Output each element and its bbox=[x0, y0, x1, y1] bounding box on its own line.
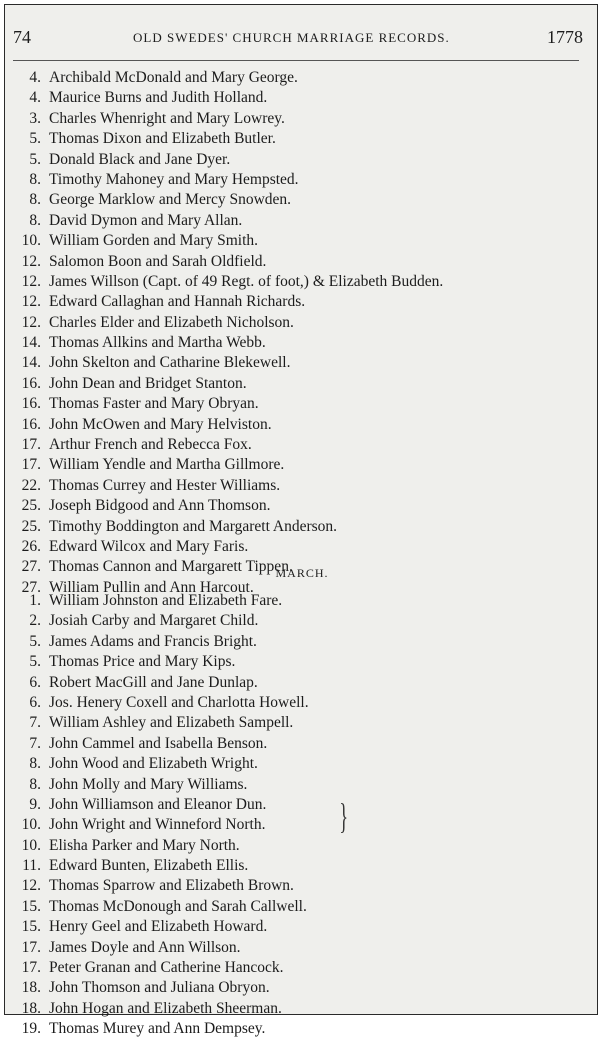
record-row bbox=[5, 353, 599, 373]
record-day: 12. bbox=[21, 252, 41, 270]
record-names: George Marklow and Mercy Snowden. bbox=[49, 191, 292, 209]
record-day: 12. bbox=[21, 877, 41, 895]
record-names: Edward Bunten, Elizabeth Ellis. bbox=[49, 857, 249, 875]
record-day: 16. bbox=[21, 415, 41, 433]
record-names: Thomas Currey and Hester Williams. bbox=[49, 476, 281, 494]
record-day: 11. bbox=[22, 857, 41, 875]
record-row bbox=[5, 394, 599, 414]
record-day: 6. bbox=[29, 693, 41, 711]
record-day: 7. bbox=[29, 714, 41, 732]
record-row bbox=[5, 88, 599, 108]
record-row bbox=[5, 129, 599, 149]
record-day: 18. bbox=[21, 999, 41, 1017]
record-row bbox=[5, 999, 599, 1019]
record-names: Henry Geel and Elizabeth Howard. bbox=[49, 918, 268, 936]
record-row bbox=[5, 455, 599, 475]
record-names: Charles Whenright and Mary Lowrey. bbox=[49, 109, 285, 127]
record-row bbox=[5, 252, 599, 272]
record-names: Elisha Parker and Mary North. bbox=[49, 836, 240, 854]
record-day: 14. bbox=[21, 334, 41, 352]
record-day: 4. bbox=[29, 89, 41, 107]
record-day: 8. bbox=[29, 191, 41, 209]
record-names: Thomas Price and Mary Kips. bbox=[49, 653, 236, 671]
record-day: 17. bbox=[21, 938, 41, 956]
record-names: William Pullin and Ann Harcout. bbox=[49, 578, 254, 596]
record-names: Jos. Henery Coxell and Charlotta Howell. bbox=[49, 693, 309, 711]
record-row bbox=[5, 815, 599, 835]
record-names: Thomas Dixon and Elizabeth Butler. bbox=[49, 130, 276, 148]
record-day: 14. bbox=[21, 354, 41, 372]
record-names: Josiah Carby and Margaret Child. bbox=[49, 612, 259, 630]
records-list-march bbox=[5, 591, 599, 1040]
record-names: Edward Callaghan and Hannah Richards. bbox=[49, 293, 306, 311]
page-header bbox=[13, 27, 583, 51]
record-day: 8. bbox=[29, 755, 41, 773]
record-row bbox=[5, 476, 599, 496]
record-names: Donald Black and Jane Dyer. bbox=[49, 150, 231, 168]
record-row bbox=[5, 374, 599, 394]
record-row bbox=[5, 978, 599, 998]
record-row bbox=[5, 211, 599, 231]
record-day: 17. bbox=[21, 959, 41, 977]
record-names: John Wood and Elizabeth Wright. bbox=[49, 755, 258, 773]
record-names: William Ashley and Elizabeth Sampell. bbox=[49, 714, 294, 732]
record-day: 8. bbox=[29, 775, 41, 793]
record-row bbox=[5, 109, 599, 129]
record-names: John Williamson and Eleanor Dun. bbox=[49, 795, 267, 813]
record-row bbox=[5, 734, 599, 754]
record-row bbox=[5, 856, 599, 876]
record-names: John McOwen and Mary Helviston. bbox=[49, 415, 272, 433]
record-names: William Gorden and Mary Smith. bbox=[49, 232, 259, 250]
record-row bbox=[5, 754, 599, 774]
record-day: 17. bbox=[21, 456, 41, 474]
record-names: Salomon Boon and Sarah Oldfield. bbox=[49, 252, 267, 270]
record-names: Robert MacGill and Jane Dunlap. bbox=[49, 673, 258, 691]
record-names: Thomas Faster and Mary Obryan. bbox=[49, 395, 259, 413]
record-day: 5. bbox=[29, 653, 41, 671]
record-names: Maurice Burns and Judith Holland. bbox=[49, 89, 268, 107]
record-row bbox=[5, 150, 599, 170]
record-row bbox=[5, 958, 599, 978]
record-day: 25. bbox=[21, 497, 41, 515]
record-row bbox=[5, 938, 599, 958]
record-names: Joseph Bidgood and Ann Thomson. bbox=[49, 497, 271, 515]
record-names: William Johnston and Elizabeth Fare. bbox=[49, 592, 283, 609]
record-names: Thomas Allkins and Martha Webb. bbox=[49, 334, 266, 352]
record-row bbox=[5, 775, 599, 795]
record-day: 25. bbox=[21, 517, 41, 535]
record-names: Thomas Sparrow and Elizabeth Brown. bbox=[49, 877, 294, 895]
record-day: 10. bbox=[21, 836, 41, 854]
record-day: 10. bbox=[21, 816, 41, 834]
record-names: James Adams and Francis Bright. bbox=[49, 632, 257, 650]
header-rule bbox=[13, 60, 579, 61]
record-row bbox=[5, 517, 599, 537]
record-names: James Doyle and Ann Willson. bbox=[49, 938, 241, 956]
record-row bbox=[5, 876, 599, 896]
record-names: Thomas McDonough and Sarah Callwell. bbox=[49, 897, 307, 915]
record-names: Timothy Mahoney and Mary Hempsted. bbox=[49, 170, 299, 188]
document-page bbox=[4, 4, 598, 1038]
record-row bbox=[5, 231, 599, 251]
record-names: John Dean and Bridget Stanton. bbox=[49, 374, 247, 392]
record-day: 19. bbox=[21, 1020, 41, 1038]
record-row bbox=[5, 836, 599, 856]
record-row bbox=[5, 496, 599, 516]
record-day: 5. bbox=[29, 150, 41, 168]
record-day: 18. bbox=[21, 979, 41, 997]
record-day: 1. bbox=[29, 592, 41, 609]
record-names: John Cammel and Isabella Benson. bbox=[49, 734, 268, 752]
record-row bbox=[5, 333, 599, 353]
record-names: Peter Granan and Catherine Hancock. bbox=[49, 959, 284, 977]
record-names: Timothy Boddington and Margarett Anderson. bbox=[49, 517, 338, 535]
record-day: 16. bbox=[21, 395, 41, 413]
record-row bbox=[5, 415, 599, 435]
records-list-february bbox=[5, 68, 599, 598]
record-day: 12. bbox=[21, 272, 41, 290]
record-names: Arthur French and Rebecca Fox. bbox=[49, 436, 252, 454]
record-row bbox=[5, 611, 599, 631]
record-row bbox=[5, 68, 599, 88]
record-names: John Hogan and Elizabeth Sheerman. bbox=[49, 999, 282, 1017]
record-row bbox=[5, 652, 599, 672]
record-day: 3. bbox=[29, 109, 41, 127]
record-row bbox=[5, 272, 599, 292]
record-day: 8. bbox=[29, 211, 41, 229]
record-day: 12. bbox=[21, 313, 41, 331]
record-day: 9. bbox=[29, 795, 41, 813]
record-day: 6. bbox=[29, 673, 41, 691]
record-row bbox=[5, 591, 599, 611]
record-day: 12. bbox=[21, 293, 41, 311]
record-names: David Dymon and Mary Allan. bbox=[49, 211, 243, 229]
record-names: Charles Elder and Elizabeth Nicholson. bbox=[49, 313, 294, 331]
record-names: James Willson (Capt. of 49 Regt. of foot,) & Elizabeth Budden. bbox=[49, 272, 444, 290]
brace-mark: } bbox=[339, 796, 348, 836]
record-row bbox=[5, 190, 599, 210]
record-day: 22. bbox=[21, 476, 41, 494]
record-names: Edward Wilcox and Mary Faris. bbox=[49, 537, 249, 555]
record-row bbox=[5, 170, 599, 190]
record-day: 17. bbox=[21, 436, 41, 454]
record-day: 10. bbox=[21, 232, 41, 250]
record-names: Thomas Cannon and Margarett Tippen. bbox=[49, 558, 293, 576]
record-day: 5. bbox=[29, 632, 41, 650]
running-year: 1778 bbox=[547, 27, 583, 47]
record-names: John Skelton and Catharine Blekewell. bbox=[49, 354, 291, 372]
record-names: Thomas Murey and Ann Dempsey. bbox=[49, 1020, 266, 1038]
record-day: 5. bbox=[29, 130, 41, 148]
record-row bbox=[5, 537, 599, 557]
record-row bbox=[5, 917, 599, 937]
record-row bbox=[5, 713, 599, 733]
record-day: 15. bbox=[21, 897, 41, 915]
record-row bbox=[5, 897, 599, 917]
record-row bbox=[5, 292, 599, 312]
record-day: 2. bbox=[29, 612, 41, 630]
record-names: John Thomson and Juliana Obryon. bbox=[49, 979, 270, 997]
record-day: 4. bbox=[29, 69, 41, 86]
record-names: Archibald McDonald and Mary George. bbox=[49, 69, 298, 86]
record-day: 7. bbox=[29, 734, 41, 752]
record-names: William Yendle and Martha Gillmore. bbox=[49, 456, 285, 474]
record-row bbox=[5, 673, 599, 693]
page-number: 74 bbox=[13, 27, 31, 47]
record-names: John Molly and Mary Williams. bbox=[49, 775, 248, 793]
record-row bbox=[5, 435, 599, 455]
record-day: 27. bbox=[21, 558, 41, 576]
record-day: 27. bbox=[21, 578, 41, 596]
record-names: John Wright and Winneford North. bbox=[49, 816, 266, 834]
record-day: 16. bbox=[21, 374, 41, 392]
record-day: 8. bbox=[29, 170, 41, 188]
record-row bbox=[5, 1019, 599, 1039]
month-heading: MARCH. bbox=[275, 566, 329, 580]
record-day: 15. bbox=[21, 918, 41, 936]
record-row bbox=[5, 313, 599, 333]
record-day: 26. bbox=[21, 537, 41, 555]
running-title: OLD SWEDES' CHURCH MARRIAGE RECORDS. bbox=[133, 30, 450, 45]
record-row bbox=[5, 632, 599, 652]
record-row bbox=[5, 795, 599, 815]
record-row bbox=[5, 693, 599, 713]
